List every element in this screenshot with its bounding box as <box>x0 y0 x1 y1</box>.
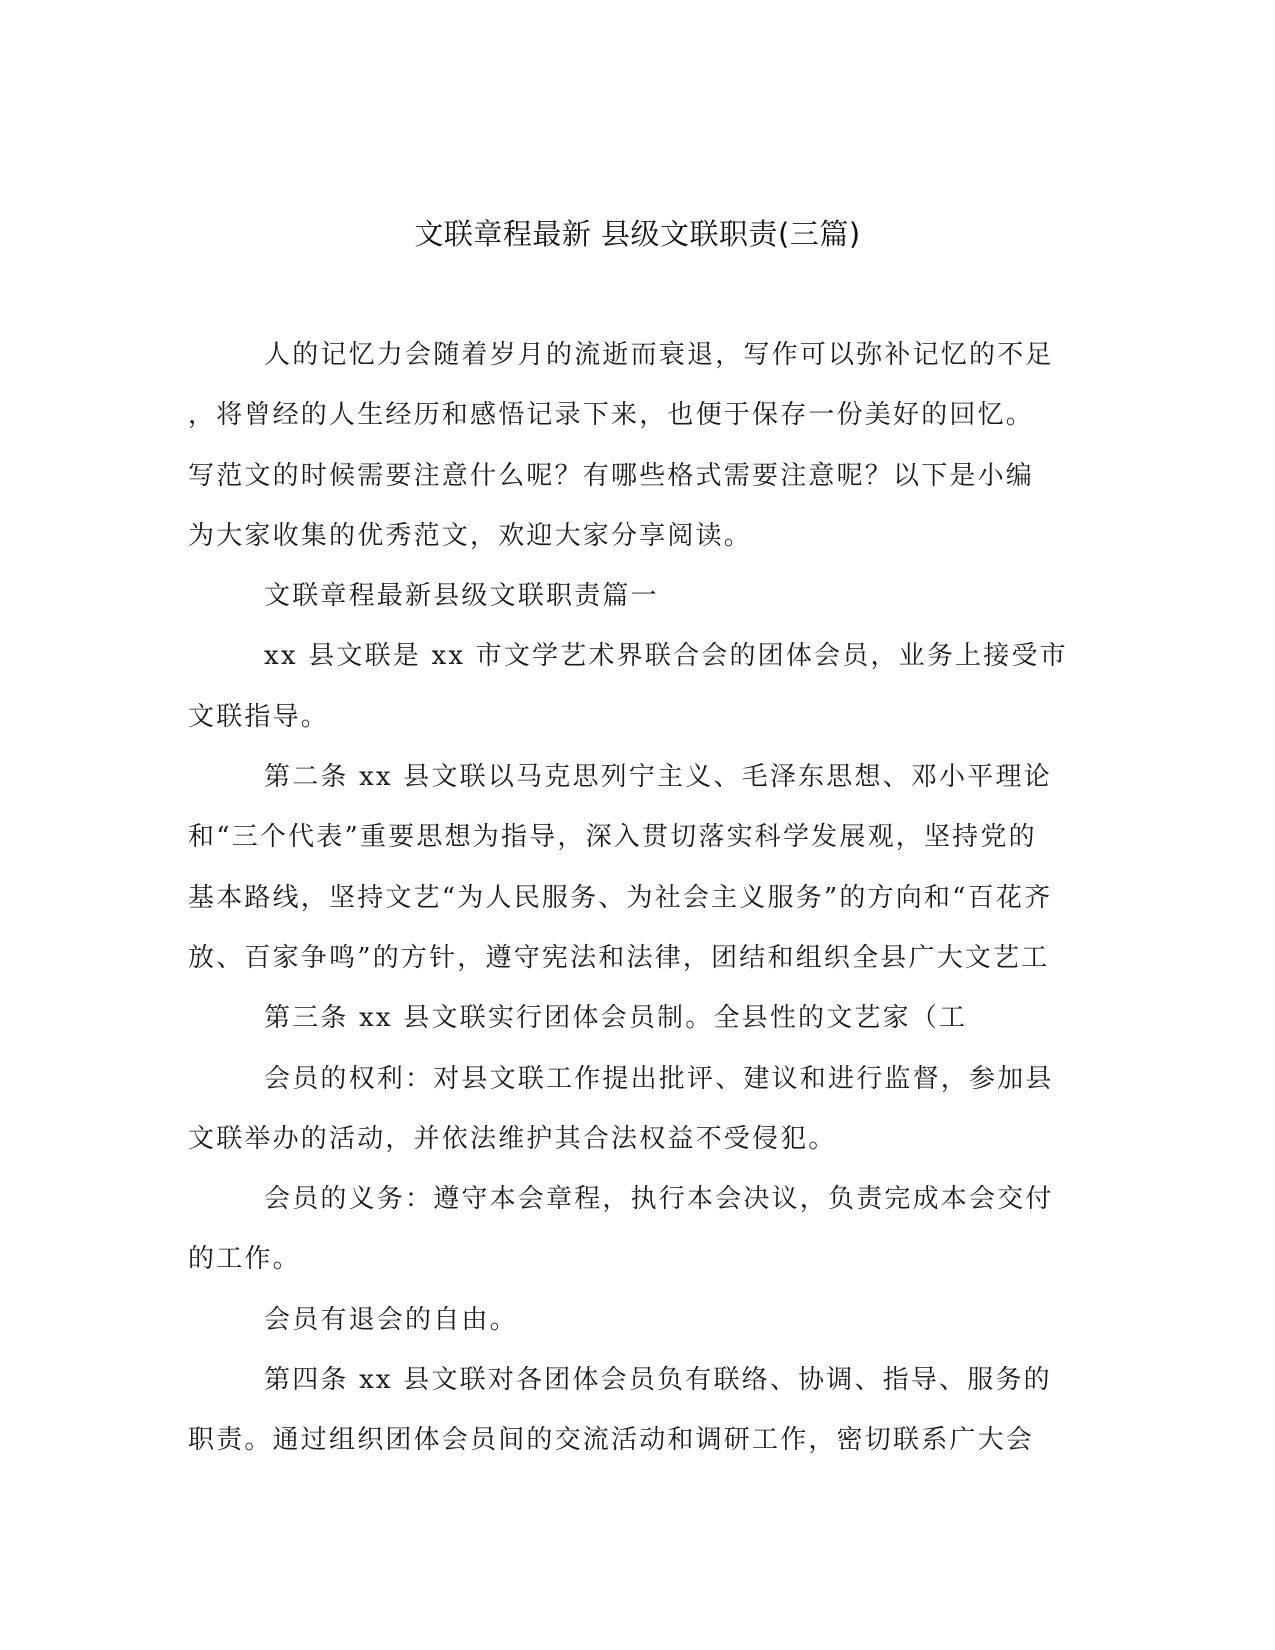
text-line: 会员的义务：遵守本会章程，执行本会决议，负责完成本会交付 <box>264 1184 1054 1215</box>
text-line: 人的记忆力会随着岁月的流逝而衰退，写作可以弥补记忆的不足 <box>264 340 1054 370</box>
paragraph <box>188 1169 1068 1290</box>
text-line: 文联章程最新县级文联职责篇一 <box>264 581 659 612</box>
text-line: 第四条 xx 县文联对各团体会员负有联络、协调、指导、服务的 <box>264 1365 1052 1396</box>
text-line: 基本路线，坚持文艺“为人民服务、为社会主义服务”的方向和“百花齐 <box>188 882 1053 913</box>
text-line: 为大家收集的优秀范文，欢迎大家分享阅读。 <box>188 520 753 551</box>
document-body <box>188 325 1068 1471</box>
text-line: 会员有退会的自由。 <box>264 1304 518 1335</box>
text-line: 第二条 xx 县文联以马克思列宁主义、毛泽东思想、邓小平理论 <box>264 762 1052 793</box>
section-heading <box>188 566 1068 626</box>
text-line: 会员的权利：对县文联工作提出批评、建议和进行监督，参加县 <box>264 1063 1054 1094</box>
text-line: 写范文的时候需要注意什么呢？有哪些格式需要注意呢？以下是小编 <box>188 460 1035 491</box>
text-line: 文联举办的活动，并依法维护其合法权益不受侵犯。 <box>188 1123 837 1154</box>
text-line: 放、百家争鸣”的方针，遵守宪法和法律，团结和组织全县广大文艺工 <box>188 942 1050 973</box>
paragraph <box>188 1350 1068 1471</box>
paragraph <box>188 1049 1068 1170</box>
text-line: ，将曾经的人生经历和感悟记录下来，也便于保存一份美好的回忆。 <box>188 400 1035 431</box>
paragraph <box>188 325 1068 566</box>
document-title: 文联章程最新 县级文联职责(三篇) <box>414 217 861 251</box>
paragraph <box>188 626 1068 747</box>
text-line: xx 县文联是 xx 市文学艺术界联合会的团体会员，业务上接受市 <box>264 641 1068 672</box>
paragraph <box>188 988 1068 1048</box>
text-line: 和“三个代表”重要思想为指导，深入贯切落实科学发展观，坚持党的 <box>188 822 1037 853</box>
paragraph <box>188 1290 1068 1350</box>
text-line: 第三条 xx 县文联实行团体会员制。全县性的文艺家（工 <box>264 1003 968 1034</box>
text-line: 文联指导。 <box>188 701 330 732</box>
paragraph <box>188 747 1068 988</box>
text-line: 职责。通过组织团体会员间的交流活动和调研工作，密切联系广大会 <box>188 1425 1035 1456</box>
text-line: 的工作。 <box>188 1244 301 1275</box>
